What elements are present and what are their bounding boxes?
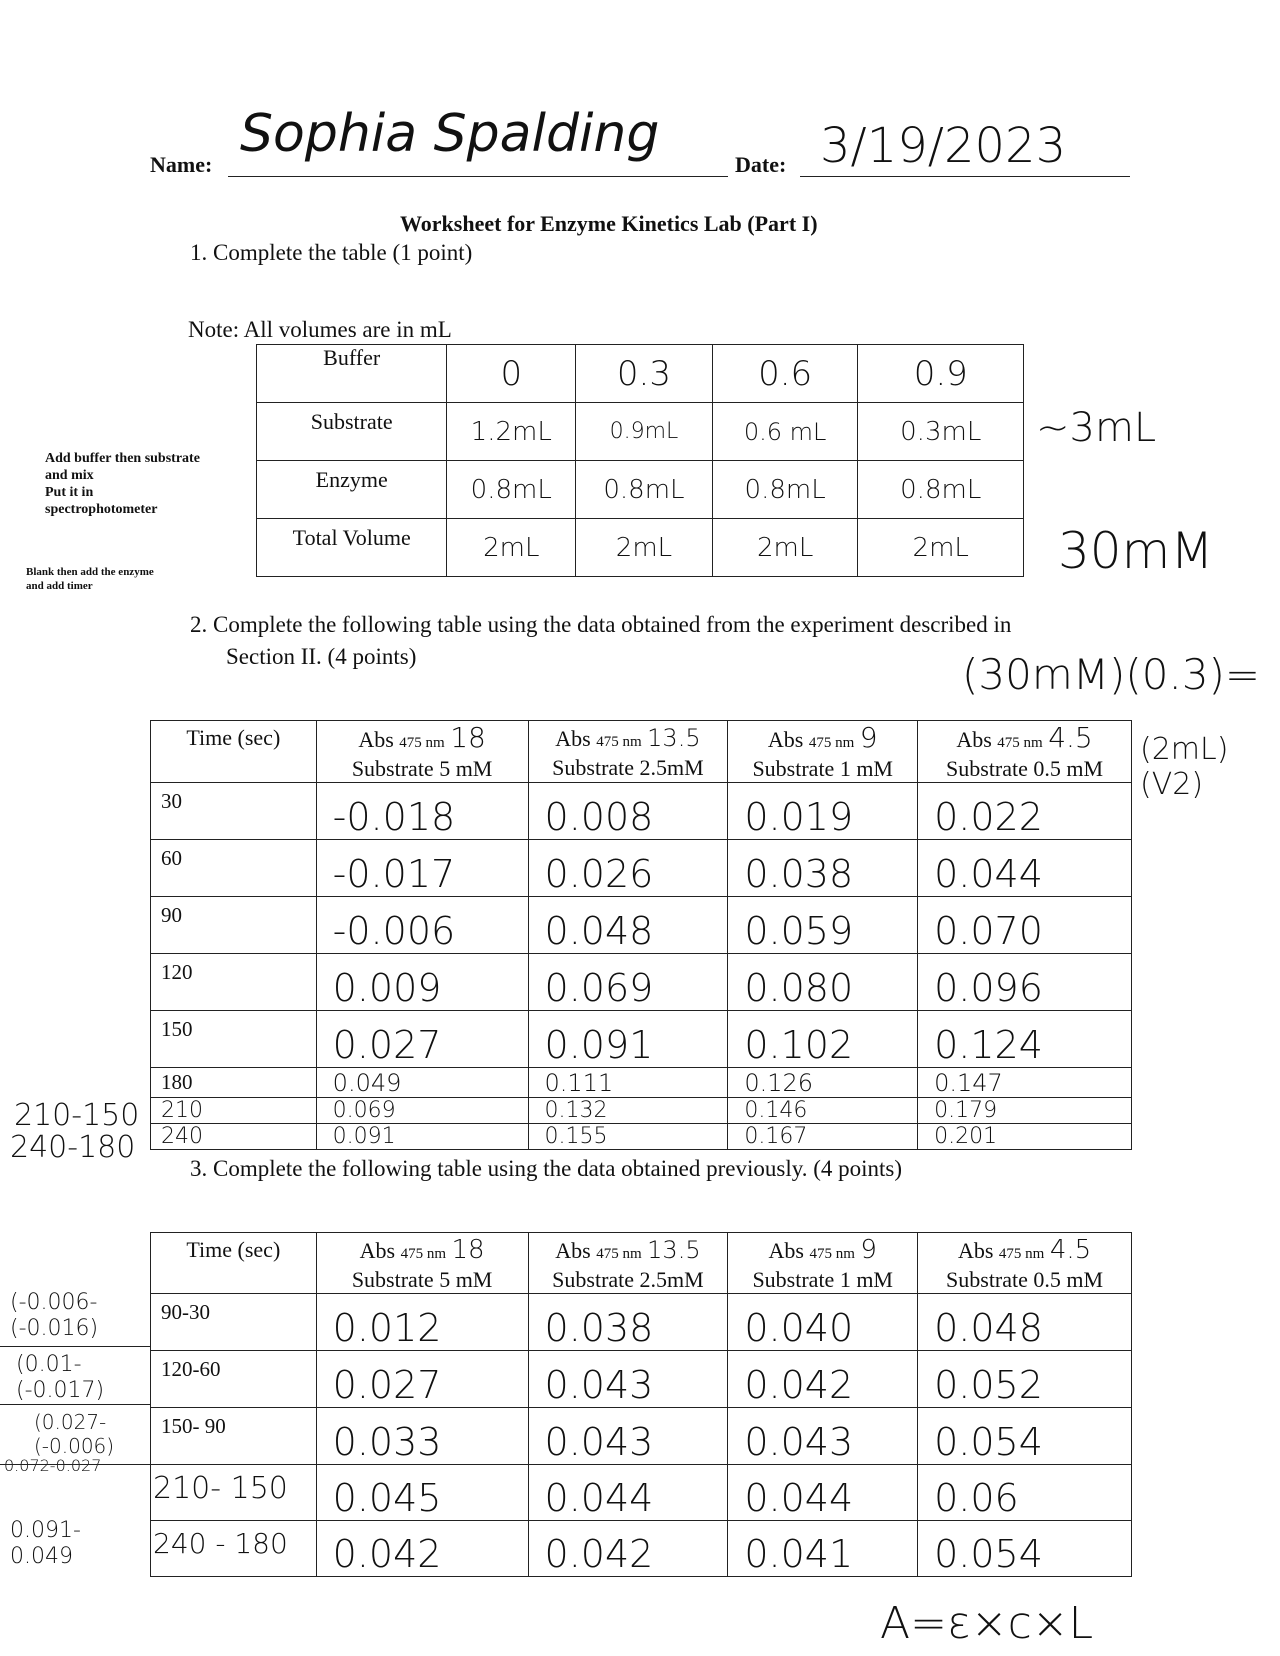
table-cell[interactable]: 0.3 [576,345,713,403]
table-cell[interactable]: 0.3mL [858,403,1024,461]
column-header: Abs 475 nm 18 Substrate 5 mM [316,1233,528,1294]
table-cell[interactable]: 0.033 [316,1408,528,1465]
table-cell[interactable]: 0.008 [528,783,728,840]
table-cell[interactable]: 0.091 [316,1124,528,1150]
time-cell: 60 [151,840,317,897]
table-cell[interactable]: 2mL [447,519,576,577]
formula-note: A=ε×c×L [880,1598,1094,1649]
table-cell[interactable]: 0.026 [528,840,728,897]
table-cell[interactable]: 0.044 [728,1465,918,1521]
table-cell[interactable]: 0.052 [918,1351,1132,1408]
table-cell[interactable]: 0.8mL [576,461,713,519]
name-value[interactable]: Sophia Spalding [240,104,660,164]
time-cell: 120 [151,954,317,1011]
margin-note: 0.091- 0.049 [10,1518,81,1569]
table-cell[interactable]: 2mL [576,519,713,577]
table-cell[interactable]: 0.041 [728,1521,918,1577]
table-cell[interactable]: 0.043 [528,1351,728,1408]
table-cell[interactable]: 0.044 [918,840,1132,897]
side-note-2: Blank then add the enzyme and add timer [26,566,154,592]
table-cell[interactable]: 0.054 [918,1521,1132,1577]
q2-prompt-1: 2. Complete the following table using the data obtained from the experiment described in [190,612,1012,637]
table-cell[interactable]: 0.069 [528,954,728,1011]
table-cell[interactable]: 0.06 [918,1465,1132,1521]
table-cell[interactable]: 0.8mL [858,461,1024,519]
table-cell[interactable]: 0.111 [528,1068,728,1098]
q3-prompt: 3. Complete the following table using the data obtained previously. (4 points) [190,1156,903,1181]
table-cell[interactable]: 0.043 [728,1408,918,1465]
time-cell: 90-30 [151,1294,317,1351]
side-note: Add buffer then substrate and mix Put it in spectrophotometer [45,451,200,517]
table-cell[interactable]: 0.044 [528,1465,728,1521]
time-cell: 150- 90 [151,1408,317,1465]
absorbance-table [150,720,1132,1150]
table-cell[interactable]: 0 [447,345,576,403]
difference-table [150,1232,1132,1577]
table-cell[interactable]: -0.006 [316,897,528,954]
table-cell[interactable]: 0.179 [918,1098,1132,1124]
table-cell[interactable]: 0.009 [316,954,528,1011]
table-cell[interactable]: 0.9 [858,345,1024,403]
table-cell[interactable]: 0.096 [918,954,1132,1011]
column-header: Abs 475 nm 9 Substrate 1 mM [728,721,918,783]
column-header: Abs 475 nm 18 Substrate 5 mM [316,721,528,783]
time-cell: 240 - 180 [151,1521,317,1577]
table-cell[interactable]: 0.027 [316,1351,528,1408]
time-header: Time (sec) [151,721,317,783]
table-cell[interactable]: 0.059 [728,897,918,954]
time-cell: 180 [151,1068,317,1098]
time-cell: 150 [151,1011,317,1068]
formula-note: (30mM)(0.3)= [962,650,1261,699]
table-cell[interactable]: -0.018 [316,783,528,840]
table-cell[interactable]: 0.043 [528,1408,728,1465]
table-cell[interactable]: 0.048 [528,897,728,954]
table-cell[interactable]: 0.048 [918,1294,1132,1351]
name-label: Name: [150,152,213,177]
row-label: Total Volume [257,519,447,577]
table-cell[interactable]: 0.091 [528,1011,728,1068]
margin-note: 30mM [1058,522,1214,580]
table-cell[interactable]: 0.042 [528,1521,728,1577]
table-cell[interactable]: 0.8mL [447,461,576,519]
column-header: Abs 475 nm 13.5 Substrate 2.5mM [528,721,728,783]
table-cell[interactable]: 0.155 [528,1124,728,1150]
column-header: Abs 475 nm 13.5 Substrate 2.5mM [528,1233,728,1294]
margin-note: (0.027- (-0.006) [34,1410,115,1458]
table-cell[interactable]: 0.040 [728,1294,918,1351]
row-label: Substrate [257,403,447,461]
time-cell: 90 [151,897,317,954]
time-cell: 210- 150 [151,1465,317,1521]
table-cell[interactable]: 2mL [858,519,1024,577]
time-header: Time (sec) [151,1233,317,1294]
margin-note: (-0.006- (-0.016) [10,1290,99,1341]
formula-note: (2mL)(V2) [1140,732,1229,802]
margin-note: 0.072-0.027 [4,1456,102,1475]
margin-note: 210-150 [14,1098,140,1133]
table-cell[interactable]: 0.124 [918,1011,1132,1068]
table-cell[interactable]: 0.042 [316,1521,528,1577]
time-cell: 30 [151,783,317,840]
table-cell[interactable]: 0.102 [728,1011,918,1068]
time-cell: 120-60 [151,1351,317,1408]
table-cell[interactable]: 0.9mL [576,403,713,461]
time-cell: 240 [151,1124,317,1150]
table-cell[interactable]: 0.069 [316,1098,528,1124]
table-cell[interactable]: 0.6 mL [712,403,858,461]
page-title: Worksheet for Enzyme Kinetics Lab (Part I) [400,211,818,236]
table-cell[interactable]: 0.201 [918,1124,1132,1150]
column-header: Abs 475 nm 4.5 Substrate 0.5 mM [918,1233,1132,1294]
table-cell[interactable]: 0.132 [528,1098,728,1124]
table-cell[interactable]: 0.042 [728,1351,918,1408]
table-cell[interactable]: 0.146 [728,1098,918,1124]
table-cell[interactable]: 0.8mL [712,461,858,519]
row-label: Enzyme [257,461,447,519]
date-label: Date: [735,152,787,177]
table-cell[interactable]: 0.045 [316,1465,528,1521]
table-cell[interactable]: 0.147 [918,1068,1132,1098]
table-cell[interactable]: 0.038 [728,840,918,897]
table-cell[interactable]: 0.080 [728,954,918,1011]
table-cell[interactable]: 0.027 [316,1011,528,1068]
table-cell[interactable]: 0.070 [918,897,1132,954]
table-cell[interactable]: 0.054 [918,1408,1132,1465]
margin-note: (0.01- (-0.017) [16,1352,105,1403]
table-cell[interactable]: 2mL [712,519,858,577]
column-header: Abs 475 nm 9 Substrate 1 mM [728,1233,918,1294]
margin-note: 240-180 [10,1130,136,1165]
table-cell[interactable]: 0.6 [712,345,858,403]
date-value[interactable]: 3/19/2023 [820,118,1067,174]
q2-prompt-2: Section II. (4 points) [226,644,417,669]
column-header: Abs 475 nm 4.5 Substrate 0.5 mM [918,721,1132,783]
table-cell[interactable]: 0.012 [316,1294,528,1351]
volume-table [256,344,1024,577]
table-cell[interactable]: 0.019 [728,783,918,840]
table-cell[interactable]: 0.022 [918,783,1132,840]
table-cell[interactable]: 0.049 [316,1068,528,1098]
q1-prompt: 1. Complete the table (1 point) [190,240,473,265]
table-cell[interactable]: -0.017 [316,840,528,897]
table-cell[interactable]: 0.167 [728,1124,918,1150]
margin-note: ~3mL [1036,405,1157,451]
table-cell[interactable]: 1.2mL [447,403,576,461]
table-cell[interactable]: 0.126 [728,1068,918,1098]
table-cell[interactable]: 0.038 [528,1294,728,1351]
q1-note: Note: All volumes are in mL [188,317,452,342]
row-label: Buffer [257,345,447,403]
time-cell: 210 [151,1098,317,1124]
